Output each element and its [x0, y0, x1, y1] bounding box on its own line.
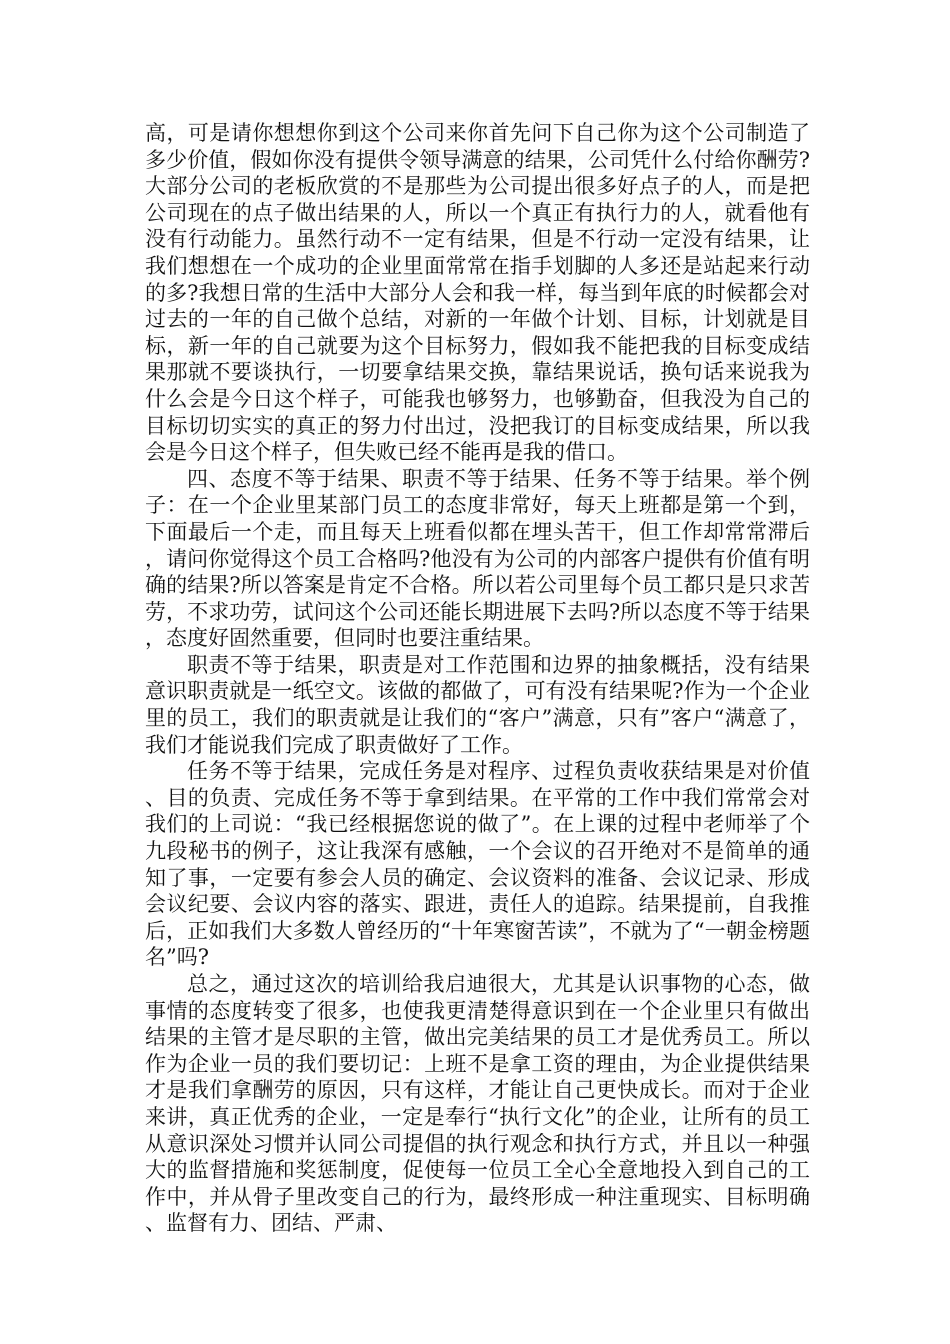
paragraph-5: 总之，通过这次的培训给我启迪很大，尤其是认识事物的心态，做事情的态度转变了很多，也使我更清楚得意识到在一个企业里只有做出结果的主管才是尽职的主管，做出完美结果的员工才是优秀员工。所以作为企业一员的我们要切记：上班不是拿工资的理由，为企业提供结果才是我们拿酬劳的原因，只有这样，才能让自己更快成长。而对于企业来讲，真正优秀的企业，一定是奉行“执行文化”的企业，让所有的员工从意识深处习惯并认同公司提倡的执行观念和执行方式，并且以一种强大的监督措施和奖惩制度，促使每一位员工全心全意地投入到自己的工作中，并从骨子里改变自己的行为，最终形成一种注重现实、目标明确、监督有力、团结、严肃、 — [145, 972, 810, 1236]
paragraph-4: 任务不等于结果，完成任务是对程序、过程负责收获结果是对价值、目的负责、完成任务不等于拿到结果。在平常的工作中我们常常会对我们的上司说：“我已经根据您说的做了”。在上课的过程中老师举了个九段秘书的例子，这让我深有感触，一个会议的召开绝对不是简单的通知了事，一定要有参会人员的确定、会议资料的准备、会议记录、形成会议纪要、会议内容的落实、跟进，责任人的追踪。结果提前，自我推后，正如我们大多数人曾经历的“十年寒窗苦读”，不就为了“一朝金榜题名”吗? — [145, 759, 810, 970]
paragraph-2: 四、态度不等于结果、职责不等于结果、任务不等于结果。举个例子：在一个企业里某部门员工的态度非常好，每天上班都是第一个到，下面最后一个走，而且每天上班看似都在埋头苦干，但工作却常常滞后，请问你觉得这个员工合格吗?他没有为公司的内部客户提供有价值有明确的结果?所以答案是肯定不合格。所以若公司里每个员工都只是只求苦劳，不求功劳，试问这个公司还能长期进展下去吗?所以态度不等于结果，态度好固然重要，但同时也要注重结果。 — [145, 466, 810, 651]
paragraph-1: 高，可是请你想想你到这个公司来你首先问下自己你为这个公司制造了多少价值，假如你没有提供令领导满意的结果，公司凭什么付给你酬劳?大部分公司的老板欣赏的不是那些为公司提出很多好点子的人，而是把公司现在的点子做出结果的人，所以一个真正有执行力的人，就看他有没有行动能力。虽然行动不一定有结果，但是不行动一定没有结果，让我们想想在一个成功的企业里面常常在指手划脚的人多还是站起来行动的多?我想日常的生活中大部分人会和我一样，每当到年底的时候都会对过去的一年的自己做个总结，对新的一年做个计划、目标，计划就是目标，新一年的自己就要为这个目标努力，假如我不能把我的目标变成结果那就不要谈执行，一切要拿结果交换，靠结果说话，换句话来说我为什么会是今日这个样子，可能我也够努力，也够勤奋，但我没为自己的目标切切实实的真正的努力付出过，没把我订的目标变成结果，所以我会是今日这个样子，但失败已经不能再是我的借口。 — [145, 121, 810, 465]
paragraph-3: 职责不等于结果，职责是对工作范围和边界的抽象概括，没有结果意识职责就是一纸空文。该做的都做了，可有没有结果呢?作为一个企业里的员工，我们的职责就是让我们的“客户”满意，只有”客户“满意了，我们才能说我们完成了职责做好了工作。 — [145, 652, 810, 757]
document-page — [145, 120, 810, 1237]
